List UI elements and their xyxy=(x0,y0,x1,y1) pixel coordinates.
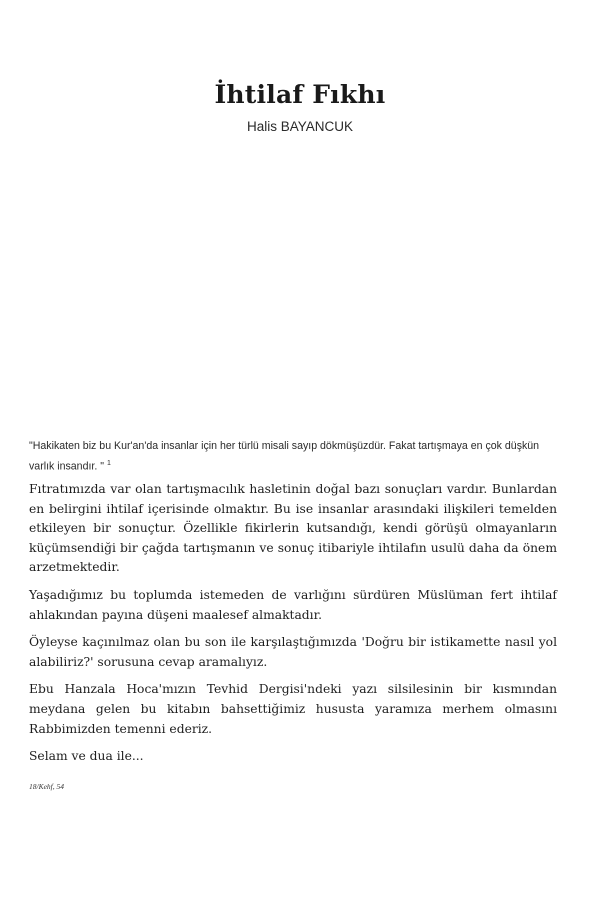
author-name: Halis BAYANCUK xyxy=(246,119,354,134)
page-title: İhtilaf Fıkhı xyxy=(214,80,386,109)
footnote-marker: 1 xyxy=(106,460,111,467)
paragraph: Öyleyse kaçınılmaz olan bu son ile karşılaştığımızda 'Doğru bir istikamette nasıl yol alabiliriz?' sorusuna cevap aramalıyız. xyxy=(29,635,557,669)
footnote: 18/Kehf, 54 xyxy=(29,782,64,791)
epigraph-quote xyxy=(29,438,562,476)
body-text xyxy=(29,480,557,775)
paragraph: Fıtratımızda var olan tartışmacılık hasletinin doğal bazı sonuçları vardır. Bunlardan en belirgini ihtilaf içerisinde olmaktır. Bu ise insanlar arasındaki ilişkileri temelden etkileyen bir sonuçtur. Özellikle fikirlerin kutsandığı, kendi görüşü olmayanların küçümsendiği bir çağda tartışmanın ve sonuç itibariyle ihtilafın usulü daha da önem arzetmektedir. xyxy=(29,482,557,575)
paragraph: Ebu Hanzala Hoca'mızın Tevhid Dergisi'ndeki yazı silsilesinin bir kısmından meydana gelen bu kitabın bahsettiğimiz hususta yaramıza merhem olmasını Rabbimizden temenni ederiz. xyxy=(29,682,557,736)
paragraph: Yaşadığımız bu toplumda istemeden de varlığını sürdüren Müslüman fert ihtilaf ahlakından payına düşeni maalesef almaktadır. xyxy=(29,587,557,622)
closing-line: Selam ve dua ile... xyxy=(29,749,144,764)
epigraph-text: "Hakikaten biz bu Kur'an'da insanlar için her türlü misali sayıp dökmüşüzdür. Fakat tartışmaya en çok düşkün varlık insandır. " xyxy=(29,440,540,473)
